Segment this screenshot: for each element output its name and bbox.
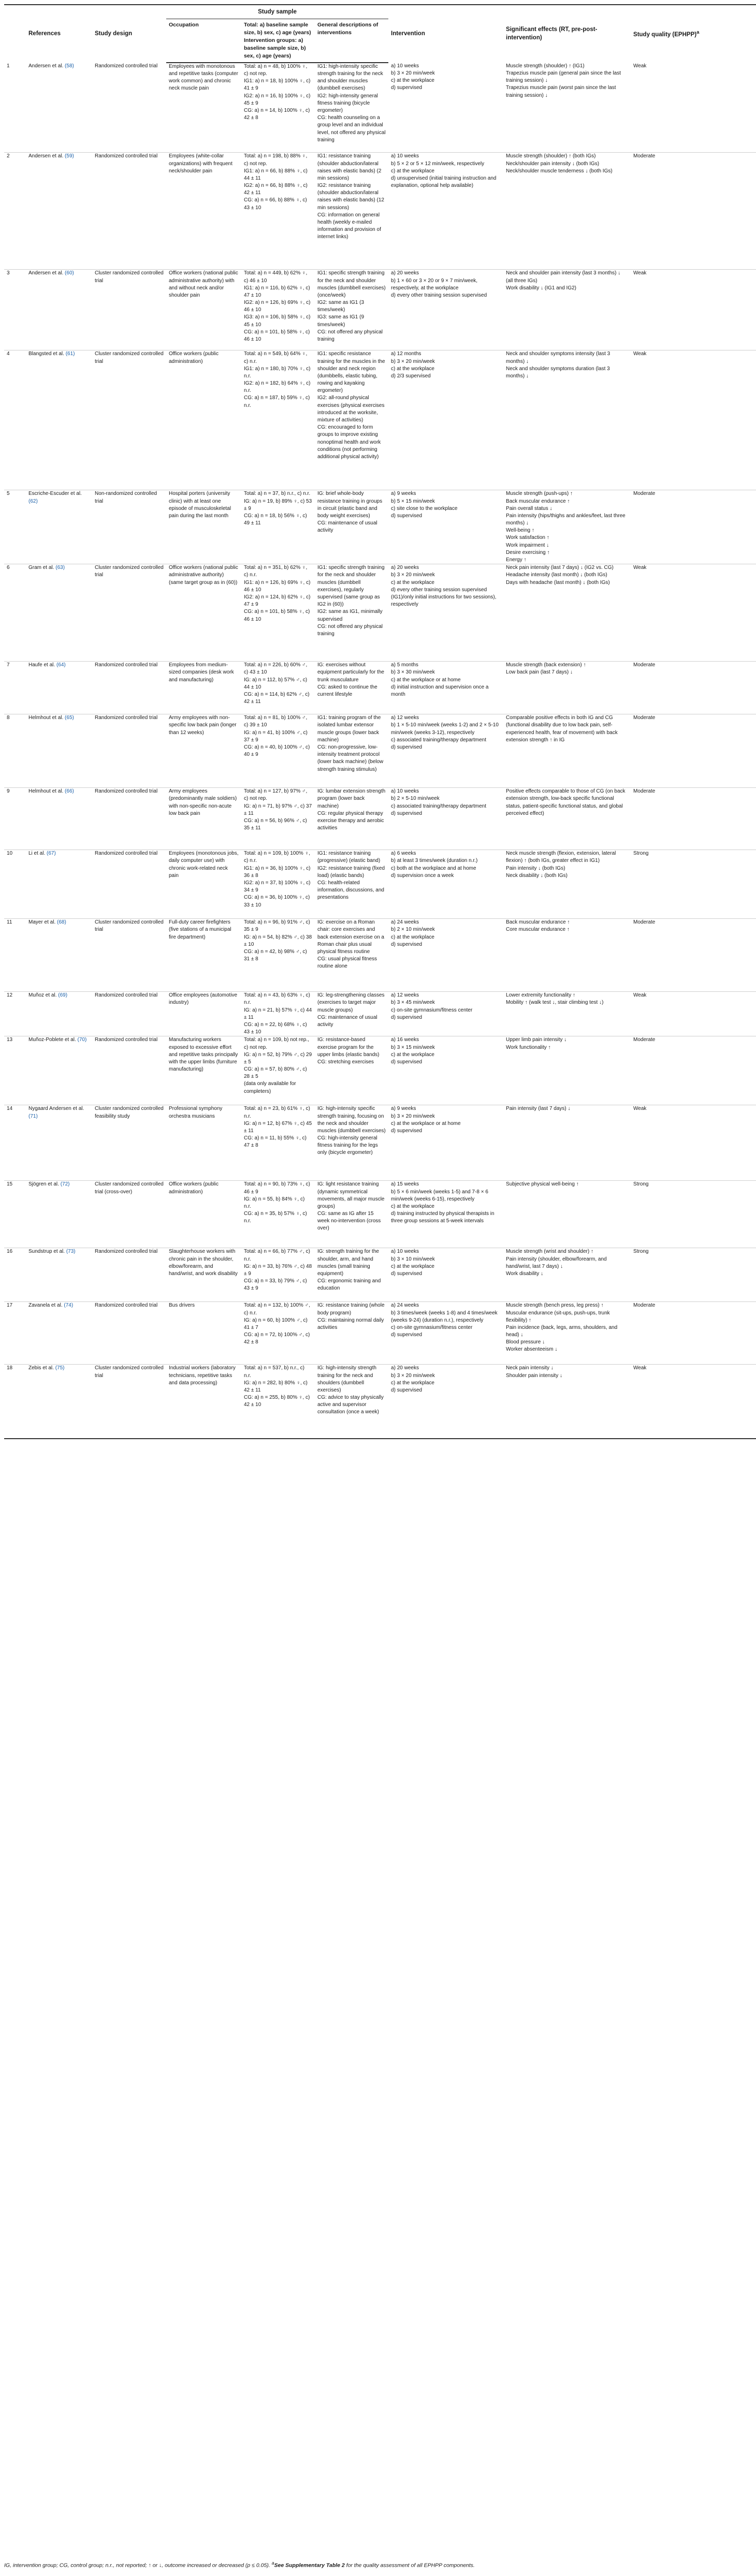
cell-rt-study-arms: a) 12 months b) 3 × 20 min/week c) at the workplace d) 2/3 supervised [388, 350, 503, 490]
cell-general-description: IG: resistance-based exercise program for the upper limbs (elastic bands) CG: stretching exercises [315, 1036, 388, 1105]
cell-reference [26, 1105, 92, 1181]
cell-number: 12 [4, 992, 26, 1036]
cell-general-description: IG: exercises without equipment particularly for the trunk musculature CG: asked to continue the current lifestyle [315, 662, 388, 714]
reference-author: Nygaard Andersen et al. [28, 1106, 84, 1112]
cell-number: 18 [4, 1365, 26, 1439]
cell-number: 10 [4, 850, 26, 919]
cell-significant-effects: Lower extremity functionality ↑ Mobility ↑ (walk test ↓, stair climbing test ↓) [503, 992, 631, 1036]
cell-reference [26, 564, 92, 662]
cell-occupation: Office employees (automotive industry) [166, 992, 241, 1036]
table-row [4, 270, 756, 350]
cell-study-design: Cluster randomized controlled trial [92, 270, 166, 350]
reference-author: Helmhout et al. [28, 788, 64, 795]
cell-study-design: Randomized controlled trial [92, 1302, 166, 1365]
cell-number: 1 [4, 63, 26, 153]
cell-study-quality: Moderate [631, 788, 756, 850]
cell-rt-study-arms: a) 9 weeks b) 5 × 15 min/week c) site close to the workplace d) supervised [388, 490, 503, 564]
cell-reference [26, 63, 92, 153]
reference-author: Andersen et al. [28, 270, 64, 276]
table-row [4, 564, 756, 662]
cell-rt-study-arms: a) 20 weeks b) 3 × 20 min/week c) at the workplace d) supervised [388, 1365, 503, 1439]
cell-significant-effects: Back muscular endurance ↑ Core muscular endurance ↑ [503, 919, 631, 992]
cell-reference [26, 153, 92, 270]
table-header [4, 5, 756, 63]
reference-author: Gram et al. [28, 565, 54, 571]
table-row [4, 1181, 756, 1248]
header-study-sample: Study sample [166, 5, 388, 19]
cell-study-quality: Weak [631, 270, 756, 350]
cell-sample-totals: Total: a) n = 226, b) 60% ♂, c) 43 ± 10 IG: a) n = 112, b) 57% ♂, c) 44 ± 10 CG: a) n = 114, b) 62% ♂, c) 42 ± 11 [241, 662, 315, 714]
cell-rt-study-arms: a) 10 weeks b) 2 × 5-10 min/week c) associated training/therapy department d) supervised [388, 788, 503, 850]
cell-significant-effects: Muscle strength (wrist and shoulder) ↑ Pain intensity (shoulder, elbow/forearm, and hand/wrist, last 7 days) ↓ Work disability ↓ [503, 1248, 631, 1302]
cell-study-quality: Moderate [631, 714, 756, 788]
cell-significant-effects: Neck and shoulder pain intensity (last 3 months) ↓ (all three IGs) Work disability ↓ (IG1 and IG2) [503, 270, 631, 350]
cell-significant-effects: Pain intensity (last 7 days) ↓ [503, 1105, 631, 1181]
cell-number: 17 [4, 1302, 26, 1365]
cell-sample-totals: Total: a) n = 549, b) 64% ♀, c) n.r. IG1: a) n = 180, b) 70% ♀, c) n.r. IG2: a) n = 182, b) 64% ♀, c) n.r. CG: a) n = 187, b) 59% ♀, c) n.r. [241, 350, 315, 490]
cell-rt-study-arms: a) 16 weeks b) 3 × 15 min/week c) at the workplace d) supervised [388, 1036, 503, 1105]
cell-number: 8 [4, 714, 26, 788]
cell-number: 9 [4, 788, 26, 850]
cell-sample-totals: Total: a) n = 43, b) 63% ♀, c) n.r. IG: a) n = 21, b) 57% ♀, c) 44 ± 11 CG: a) n = 22, b) 68% ♀, c) 43 ± 10 [241, 992, 315, 1036]
cell-general-description: IG1: training program of the isolated lumbar extensor muscle groups (lower back machine) CG: non-progressive, low-intensity treatment protocol (lower back machine) (below strength training stimulus) [315, 714, 388, 788]
header-quality-footnote-mark: a [696, 29, 700, 35]
cell-reference [26, 1181, 92, 1248]
reference-author: Sjögren et al. [28, 1181, 59, 1188]
cell-general-description: IG1: specific strength training for the neck and shoulder muscles (dumbbell exercises), regularly supervised (same group as IG2 in (60)) IG2: same as IG1, minimally supervised CG: not offered any physical training [315, 564, 388, 662]
cell-study-design: Randomized controlled trial [92, 1248, 166, 1302]
header-significant-effects: Significant effects (RT, pre-post-intervention) [503, 5, 631, 63]
table-row [4, 350, 756, 490]
cell-sample-totals: Total: a) n = 127, b) 97% ♂, c) not rep. IG: a) n = 71, b) 97% ♂, c) 37 ± 11 CG: a) n = 56, b) 96% ♂, c) 35 ± 11 [241, 788, 315, 850]
cell-number: 15 [4, 1181, 26, 1248]
cell-reference [26, 1036, 92, 1105]
cell-study-quality: Weak [631, 992, 756, 1036]
cell-sample-totals: Total: a) n = 66, b) 77% ♂, c) n.r. IG: a) n = 33, b) 76% ♂, c) 48 ± 9 CG: a) n = 33, b) 79% ♂, c) 43 ± 9 [241, 1248, 315, 1302]
cell-occupation: Hospital porters (university clinic) with at least one episode of musculoskeletal pain during the last month [166, 490, 241, 564]
cell-general-description: IG1: resistance training (shoulder abduction/lateral raises with elastic bands) (2 min sessions) IG2: resistance training (shoulder abduction/lateral raises with elastic bands) (12 min sessions) CG: information on general health (weekly e-mailed information and provision of internet links) [315, 153, 388, 270]
cell-sample-totals: Total: a) n = 23, b) 61% ♀, c) n.r. IG: a) n = 12, b) 67% ♀, c) 45 ± 11 CG: a) n = 11, b) 55% ♀, c) 47 ± 8 [241, 1105, 315, 1181]
cell-occupation: Army employees with non-specific low back pain (longer than 12 weeks) [166, 714, 241, 788]
cell-study-quality: Weak [631, 1105, 756, 1181]
reference-citation-link[interactable]: (71) [28, 1113, 38, 1119]
cell-sample-totals: Total: a) n = 351, b) 62% ♀, c) n.r. IG1: a) n = 126, b) 69% ♀, c) 46 ± 10 IG2: a) n = 124, b) 62% ♀, c) 47 ± 9 CG: a) n = 101, b) 58% ♀, c) 46 ± 10 [241, 564, 315, 662]
cell-significant-effects: Neck and shoulder symptoms intensity (last 3 months) ↓ Neck and shoulder symptoms duration (last 3 months) ↓ [503, 350, 631, 490]
header-totals: Total: a) baseline sample size, b) sex, c) age (years) Intervention groups: a) baseline sample size, b) sex, c) age (years) [241, 19, 315, 63]
reference-citation-link[interactable]: (75) [55, 1365, 65, 1371]
cell-significant-effects: Muscle strength (push-ups) ↑ Back muscular endurance ↑ Pain overall status ↓ Pain intensity (hips/thighs and ankles/feet, last three months) ↓ Well-being ↑ Work satisfaction ↑ Work impairment ↓ Desire exercising ↑ Energy ↑ [503, 490, 631, 564]
cell-significant-effects: Muscle strength (shoulder) ↑ (IG1) Trapezius muscle pain (general pain since the last training session) ↓ Trapezius muscle pain (worst pain since the last training session) ↓ [503, 63, 631, 153]
cell-study-design: Cluster randomized controlled trial [92, 350, 166, 490]
cell-occupation: Slaughterhouse workers with chronic pain in the shoulder, elbow/forearm, and hand/wrist, and work disability [166, 1248, 241, 1302]
table-row [4, 1302, 756, 1365]
cell-study-design: Cluster randomized controlled trial [92, 919, 166, 992]
cell-reference [26, 1248, 92, 1302]
cell-significant-effects: Comparable positive effects in both IG and CG (functional disability due to low back pain, self-experienced health, fear of movement) with back extension strength ↑ in IG [503, 714, 631, 788]
reference-author: Muñoz et al. [28, 992, 57, 999]
table-row [4, 1105, 756, 1181]
footnote-text: IG, intervention group; CG, control group; n.r., not reported; ↑ or ↓, outcome increased or decreased (p ≤ 0.05). [4, 2562, 272, 2569]
cell-occupation: Employees with monotonous and repetitive tasks (computer work common) and chronic neck muscle pain [166, 63, 241, 153]
cell-rt-study-arms: a) 10 weeks b) 5 × 2 or 5 × 12 min/week, respectively c) at the workplace d) unsupervised (initial training instruction and explanation, optional help available) [388, 153, 503, 270]
cell-number: 6 [4, 564, 26, 662]
cell-study-quality: Moderate [631, 490, 756, 564]
cell-rt-study-arms: a) 6 weeks b) at least 3 times/week (duration n.r.) c) both at the workplace and at home d) supervision once a week [388, 850, 503, 919]
reference-author: Andersen et al. [28, 63, 64, 69]
table-row [4, 63, 756, 153]
cell-occupation: Office workers (national public administrative authority) (same target group as in (60)) [166, 564, 241, 662]
cell-study-design: Randomized controlled trial [92, 662, 166, 714]
reference-citation-link[interactable]: (58) [65, 63, 74, 69]
reference-citation-link[interactable]: (68) [57, 919, 66, 926]
footnote-supplementary-ref: See Supplementary Table 2 [274, 2562, 345, 2569]
cell-number: 4 [4, 350, 26, 490]
cell-study-quality: Weak [631, 350, 756, 490]
header-general-descriptions: General descriptions of interventions [315, 19, 388, 63]
cell-occupation: Office workers (public administration) [166, 350, 241, 490]
cell-sample-totals: Total: a) n = 109, b) not rep., c) not rep. IG: a) n = 52, b) 79% ♂, c) 29 ± 5 CG: a) n = 57, b) 80% ♂, c) 28 ± 5 (data only available for completers) [241, 1036, 315, 1105]
cell-study-quality: Strong [631, 1181, 756, 1248]
reference-author: Zebis et al. [28, 1365, 54, 1371]
cell-significant-effects: Upper limb pain intensity ↓ Work functionality ↑ [503, 1036, 631, 1105]
cell-rt-study-arms: a) 10 weeks b) 3 × 20 min/week c) at the workplace d) supervised [388, 63, 503, 153]
cell-sample-totals: Total: a) n = 537, b) n.r., c) n.r. IG: a) n = 282, b) 80% ♀, c) 42 ± 11 CG: a) n = 255, b) 80% ♀, c) 42 ± 10 [241, 1365, 315, 1439]
reference-citation-link[interactable]: (62) [28, 498, 38, 504]
table-footnote [4, 2560, 752, 2569]
cell-general-description: IG: exercise on a Roman chair: core exercises and back extension exercise on a Roman chair plus usual physical fitness routine CG: usual physical fitness routine alone [315, 919, 388, 992]
cell-study-design: Randomized controlled trial [92, 714, 166, 788]
cell-study-quality: Moderate [631, 153, 756, 270]
cell-reference [26, 919, 92, 992]
cell-significant-effects: Muscle strength (back extension) ↑ Low back pain (last 7 days) ↓ [503, 662, 631, 714]
header-study-quality [631, 5, 756, 63]
reference-citation-link[interactable]: (63) [55, 565, 65, 571]
cell-number: 11 [4, 919, 26, 992]
cell-reference [26, 850, 92, 919]
reference-citation-link[interactable]: (60) [65, 270, 74, 276]
cell-occupation: Army employees (predominantly male soldiers) with non-specific non-acute low back pain [166, 788, 241, 850]
cell-general-description: IG: high-intensity specific strength training, focusing on the neck and shoulder muscles (dumbbell exercises) CG: high-intensity general fitness training for the legs only (bicycle ergometer) [315, 1105, 388, 1181]
cell-rt-study-arms: a) 20 weeks b) 3 × 20 min/week c) at the workplace d) every other training session supervised (IG1)/only initial instructions for two sessions), respectively [388, 564, 503, 662]
cell-study-design: Randomized controlled trial [92, 153, 166, 270]
cell-occupation: Office workers (national public administrative authority) with and without neck and/or shoulder pain [166, 270, 241, 350]
table-row [4, 1248, 756, 1302]
reference-author: Andersen et al. [28, 153, 64, 159]
cell-study-quality: Weak [631, 1365, 756, 1439]
table-row [4, 490, 756, 564]
cell-sample-totals: Total: a) n = 48, b) 100% ♀, c) not rep. IG1: a) n = 18, b) 100% ♀, c) 41 ± 9 IG2: a) n = 16, b) 100% ♀, c) 45 ± 9 CG: a) n = 14, b) 100% ♀, c) 42 ± 8 [241, 63, 315, 153]
reference-citation-link[interactable]: (73) [66, 1249, 76, 1255]
reference-author: Sundstrup et al. [28, 1249, 65, 1255]
cell-study-quality: Strong [631, 850, 756, 919]
cell-general-description: IG1: specific resistance training for the muscles in the shoulder and neck region (dumbbells, elastic tubing, rowing and kayaking ergometer) IG2: all-round physical exercises (physical exercises introduced at the worksite, mixture of activities) CG: encouraged to form groups to improve existing nonoptimal health and work conditions (not performing additional physical activity) [315, 350, 388, 490]
cell-rt-study-arms: a) 24 weeks b) 3 times/week (weeks 1-8) and 4 times/week (weeks 9-24) (duration n.r.), respectively c) on-site gymnasium/fitness center d) supervised [388, 1302, 503, 1365]
cell-study-design: Randomized controlled trial [92, 788, 166, 850]
cell-study-quality: Moderate [631, 1302, 756, 1365]
header-study-design: Study design [92, 5, 166, 63]
cell-occupation: Employees from medium-sized companies (desk work and manufacturing) [166, 662, 241, 714]
cell-number: 2 [4, 153, 26, 270]
reference-citation-link[interactable]: (59) [65, 153, 74, 159]
cell-study-quality: Moderate [631, 1036, 756, 1105]
reference-citation-link[interactable]: (65) [65, 715, 74, 721]
cell-rt-study-arms: a) 12 weeks b) 1 × 5-10 min/week (weeks 1-2) and 2 × 5-10 min/week (weeks 3-12), respectively c) associated training/therapy department d) supervised [388, 714, 503, 788]
cell-sample-totals: Total: a) n = 109, b) 100% ♀, c) n.r. IG1: a) n = 36, b) 100% ♀, c) 36 ± 8 IG2: a) n = 37, b) 100% ♀, c) 34 ± 9 CG: a) n = 36, b) 100% ♀, c) 33 ± 10 [241, 850, 315, 919]
header-num [4, 5, 26, 63]
cell-reference [26, 490, 92, 564]
cell-study-design: Randomized controlled trial [92, 992, 166, 1036]
reference-author: Blangsted et al. [28, 351, 64, 357]
header-occupation: Occupation [166, 19, 241, 63]
cell-number: 16 [4, 1248, 26, 1302]
cell-sample-totals: Total: a) n = 96, b) 91% ♂, c) 35 ± 9 IG: a) n = 54, b) 82% ♂, c) 38 ± 10 CG: a) n = 42, b) 98% ♂, c) 31 ± 8 [241, 919, 315, 992]
cell-reference [26, 350, 92, 490]
reference-citation-link[interactable]: (69) [58, 992, 68, 999]
cell-occupation: Employees (white-collar organizations) with frequent neck/shoulder pain [166, 153, 241, 270]
cell-rt-study-arms: a) 20 weeks b) 1 × 60 or 3 × 20 or 9 × 7 min/week, respectively, at the workplace d) every other training session supervised [388, 270, 503, 350]
cell-reference [26, 662, 92, 714]
cell-study-quality: Moderate [631, 919, 756, 992]
cell-general-description: IG: strength training for the shoulder, arm, and hand muscles (small training equipment) CG: ergonomic training and education [315, 1248, 388, 1302]
cell-study-design: Cluster randomized controlled trial [92, 564, 166, 662]
cell-study-quality: Moderate [631, 662, 756, 714]
reference-citation-link[interactable]: (61) [65, 351, 75, 357]
cell-general-description: IG1: specific strength training for the neck and shoulder muscles (dumbbell exercises) (once/week) IG2: same as IG1 (3 times/week) IG3: same as IG1 (9 times/week) CG: not offered any physical training [315, 270, 388, 350]
reference-author: Li et al. [28, 851, 46, 857]
reference-author: Mayer et al. [28, 919, 56, 926]
cell-significant-effects: Subjective physical well-being ↑ [503, 1181, 631, 1248]
cell-general-description: IG: resistance training (whole body program) CG: maintaining normal daily activities [315, 1302, 388, 1365]
header-intervention: Intervention [388, 5, 503, 63]
cell-sample-totals: Total: a) n = 132, b) 100% ♂, c) n.r. IG: a) n = 60, b) 100% ♂, c) 41 ± 7 CG: a) n = 72, b) 100% ♂, c) 42 ± 8 [241, 1302, 315, 1365]
reference-citation-link[interactable]: (64) [56, 662, 66, 668]
table-row [4, 788, 756, 850]
cell-occupation: Full-duty career firefighters (five stations of a municipal fire department) [166, 919, 241, 992]
cell-rt-study-arms: a) 9 weeks b) 3 × 20 min/week c) at the workplace or at home d) supervised [388, 1105, 503, 1181]
cell-study-design: Cluster randomized controlled feasibility study [92, 1105, 166, 1181]
cell-number: 3 [4, 270, 26, 350]
cell-general-description: IG1: high-intensity specific strength training for the neck and shoulder muscles (dumbbell exercises) IG2: high-intensity general fitness training (bicycle ergometer) CG: health counseling on a group level and an individual level, not offered any physical training [315, 63, 388, 153]
cell-number: 5 [4, 490, 26, 564]
cell-study-quality: Weak [631, 63, 756, 153]
cell-general-description: IG1: resistance training (progressive) (elastic band) IG2: resistance training (fixed load) (elastic bands) CG: health-related information, discussions, and presentations [315, 850, 388, 919]
cell-general-description: IG: high-intensity strength training for the neck and shoulders (dumbbell exercises) CG: advice to stay physically active and supervisor consultation (once a week) [315, 1365, 388, 1439]
cell-rt-study-arms: a) 5 months b) 3 × 30 min/week c) at the workplace or at home d) initial instruction and supervision once a month [388, 662, 503, 714]
cell-rt-study-arms: a) 10 weeks b) 3 × 10 min/week c) at the workplace d) supervised [388, 1248, 503, 1302]
cell-significant-effects: Muscle strength (shoulder) ↑ (both IGs) Neck/shoulder pain intensity ↓ (both IGs) Neck/shoulder muscle tenderness ↓ (both IGs) [503, 153, 631, 270]
cell-occupation: Industrial workers (laboratory technicians, repetitive tasks and data processing) [166, 1365, 241, 1439]
reference-citation-link[interactable]: (70) [77, 1037, 87, 1043]
cell-sample-totals: Total: a) n = 198, b) 88% ♀, c) not rep. IG1: a) n = 66, b) 88% ♀, c) 44 ± 11 IG2: a) n = 66, b) 88% ♀, c) 42 ± 11 CG: a) n = 66, b) 88% ♀, c) 43 ± 10 [241, 153, 315, 270]
cell-number: 14 [4, 1105, 26, 1181]
cell-significant-effects: Neck pain intensity ↓ Shoulder pain intensity ↓ [503, 1365, 631, 1439]
reference-citation-link[interactable]: (66) [65, 788, 74, 795]
cell-reference [26, 714, 92, 788]
reference-citation-link[interactable]: (67) [47, 851, 56, 857]
cell-reference [26, 270, 92, 350]
cell-occupation: Professional symphony orchestra musicians [166, 1105, 241, 1181]
reference-author: Escriche-Escuder et al. [28, 491, 82, 497]
footnote-tail: for the quality assessment of all EPHPP components. [344, 2562, 475, 2569]
cell-occupation: Office workers (public administration) [166, 1181, 241, 1248]
cell-general-description: IG: lumbar extension strength program (lower back machine) CG: regular physical therapy exercise therapy and aerobic activities [315, 788, 388, 850]
cell-number: 13 [4, 1036, 26, 1105]
cell-reference [26, 1302, 92, 1365]
cell-significant-effects: Neck pain intensity (last 7 days) ↓ (IG2 vs. CG) Headache intensity (last month) ↓ (both IGs) Days with headache (last month) ↓ (both IGs) [503, 564, 631, 662]
reference-author: Zavanela et al. [28, 1302, 63, 1309]
cell-significant-effects: Neck muscle strength (flexion, extension, lateral flexion) ↑ (both IGs, greater effect in IG1) Pain intensity ↓ (both IGs) Neck disability ↓ (both IGs) [503, 850, 631, 919]
footnote-mark: a [271, 2560, 274, 2566]
reference-author: Haufe et al. [28, 662, 55, 668]
cell-rt-study-arms: a) 15 weeks b) 5 × 6 min/week (weeks 1-5) and 7-8 × 6 min/week (weeks 6-15), respectively c) at the workplace d) training instructed by physical therapists in three group sessions at 5-week intervals [388, 1181, 503, 1248]
cell-general-description: IG: brief whole-body resistance training in groups in circuit (elastic band and body weight exercises) CG: maintenance of usual activity [315, 490, 388, 564]
cell-general-description: IG: light resistance training (dynamic symmetrical movements, all major muscle groups) CG: same as IG after 15 week no-intervention (cross over) [315, 1181, 388, 1248]
cell-study-design: Randomized controlled trial [92, 63, 166, 153]
cell-study-design: Cluster randomized controlled trial [92, 1365, 166, 1439]
cell-study-quality: Strong [631, 1248, 756, 1302]
cell-study-design: Cluster randomized controlled trial (cross-over) [92, 1181, 166, 1248]
header-study-quality-label: Study quality (EPHPP) [633, 31, 697, 38]
cell-study-design: Randomized controlled trial [92, 850, 166, 919]
cell-general-description: IG: leg-strengthening classes (exercises to target major muscle groups) CG: maintenance of usual activity [315, 992, 388, 1036]
cell-study-design: Non-randomized controlled trial [92, 490, 166, 564]
reference-citation-link[interactable]: (72) [60, 1181, 70, 1188]
table-row [4, 153, 756, 270]
cell-study-design: Randomized controlled trial [92, 1036, 166, 1105]
cell-reference [26, 992, 92, 1036]
table-row [4, 992, 756, 1036]
table-row [4, 662, 756, 714]
cell-reference [26, 1365, 92, 1439]
cell-rt-study-arms: a) 12 weeks b) 3 × 45 min/week c) on-site gymnasium/fitness center d) supervised [388, 992, 503, 1036]
cell-number: 7 [4, 662, 26, 714]
table-row [4, 1365, 756, 1439]
cell-sample-totals: Total: a) n = 81, b) 100% ♂, c) 39 ± 10 IG: a) n = 41, b) 100% ♂, c) 37 ± 9 CG: a) n = 40, b) 100% ♂, c) 40 ± 9 [241, 714, 315, 788]
table-row [4, 919, 756, 992]
cell-occupation: Employees (monotonous jobs, daily computer use) with chronic work-related neck pain [166, 850, 241, 919]
cell-sample-totals: Total: a) n = 449, b) 62% ♀, c) 46 ± 10 IG1: a) n = 116, b) 62% ♀, c) 47 ± 10 IG2: a) n = 126, b) 69% ♀, c) 46 ± 10 IG3: a) n = 106, b) 58% ♀, c) 45 ± 10 CG: a) n = 101, b) 58% ♀, c) 46 ± 10 [241, 270, 315, 350]
cell-significant-effects: Muscle strength (bench press, leg press) ↑ Muscular endurance (sit-ups, push-ups, trunk flexibility) ↑ Pain incidence (back, legs, arms, shoulders, and head) ↓ Blood pressure ↓ Worker absenteeism ↓ [503, 1302, 631, 1365]
cell-occupation: Manufacturing workers exposed to excessive effort and repetitive tasks principally with the upper limbs (furniture manufacturing) [166, 1036, 241, 1105]
cell-sample-totals: Total: a) n = 90, b) 73% ♀, c) 46 ± 9 IG: a) n = 55, b) 84% ♀, c) n.r. CG: a) n = 35, b) 57% ♀, c) n.r. [241, 1181, 315, 1248]
table-body [4, 63, 756, 1439]
cell-rt-study-arms: a) 24 weeks b) 2 × 10 min/week c) at the workplace d) supervised [388, 919, 503, 992]
reference-citation-link[interactable]: (74) [64, 1302, 74, 1309]
header-references: References [26, 5, 92, 63]
cell-occupation: Bus drivers [166, 1302, 241, 1365]
table-row [4, 1036, 756, 1105]
reference-author: Helmhout et al. [28, 715, 64, 721]
cell-study-quality: Weak [631, 564, 756, 662]
table-row [4, 714, 756, 788]
cell-reference [26, 788, 92, 850]
cell-significant-effects: Positive effects comparable to those of CG (on back extension strength, low-back specific functional status, patient-specific functional status, and global perceived effect) [503, 788, 631, 850]
reference-author: Muñoz-Poblete et al. [28, 1037, 76, 1043]
studies-table [4, 4, 756, 1439]
cell-sample-totals: Total: a) n = 37, b) n.r., c) n.r. IG: a) n = 19, b) 89% ♀, c) 53 ± 9 CG: a) n = 18, b) 56% ♀, c) 49 ± 11 [241, 490, 315, 564]
table-row [4, 850, 756, 919]
